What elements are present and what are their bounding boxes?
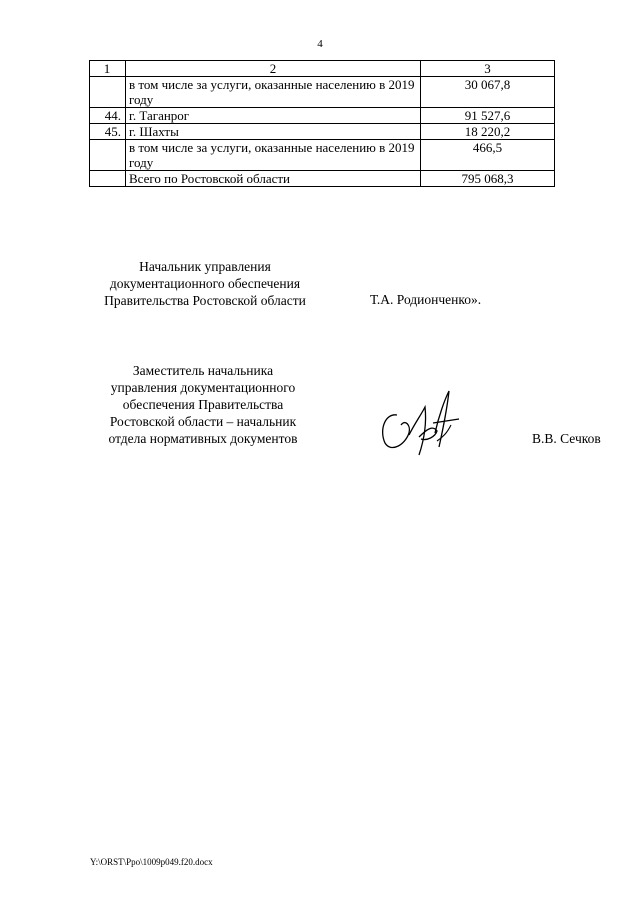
header-cell: 3: [421, 61, 555, 77]
header-cell: 2: [126, 61, 421, 77]
footer-file-path: Y:\ORST\Ppo\1009p049.f20.docx: [90, 857, 213, 867]
data-table: [89, 60, 555, 187]
row-number: 45.: [90, 124, 126, 140]
title-line: документационного обеспечения: [109, 276, 301, 291]
handwritten-signature: [375, 385, 465, 460]
signatory2-name: В.В. Сечков: [532, 431, 601, 446]
row-name: Всего по Ростовской области: [126, 171, 421, 187]
title-line: отдела нормативных документов: [108, 431, 298, 446]
signatory2-title: [88, 362, 318, 447]
table-row-total: [90, 171, 555, 187]
row-value: 466,5: [421, 140, 555, 171]
title-line: обеспечения Правительства: [122, 397, 284, 412]
title-line: Заместитель начальника: [132, 363, 274, 378]
table-row: [90, 77, 555, 108]
row-value: 91 527,6: [421, 108, 555, 124]
title-line: Начальник управления: [139, 259, 271, 274]
page-number: 4: [317, 38, 323, 50]
row-number: [90, 140, 126, 171]
title-line: Ростовской области – начальник: [109, 414, 297, 429]
row-number: [90, 171, 126, 187]
row-name: г. Шахты: [126, 124, 421, 140]
header-cell: 1: [90, 61, 126, 77]
signatory1-title: [80, 258, 330, 309]
title-line: управления документационного: [110, 380, 296, 395]
table-row: [90, 140, 555, 171]
row-name: в том числе за услуги, оказанные населению в 2019 году: [126, 140, 421, 171]
row-name: в том числе за услуги, оказанные населению в 2019 году: [126, 77, 421, 108]
row-value: 18 220,2: [421, 124, 555, 140]
row-name: г. Таганрог: [126, 108, 421, 124]
row-number: 44.: [90, 108, 126, 124]
row-value: 30 067,8: [421, 77, 555, 108]
signatory1-name: Т.А. Родионченко».: [370, 292, 482, 307]
table-row: [90, 108, 555, 124]
row-number: [90, 77, 126, 108]
table-row: [90, 124, 555, 140]
row-value: 795 068,3: [421, 171, 555, 187]
title-line: Правительства Ростовской области: [104, 293, 306, 308]
table-header-row: [90, 61, 555, 77]
